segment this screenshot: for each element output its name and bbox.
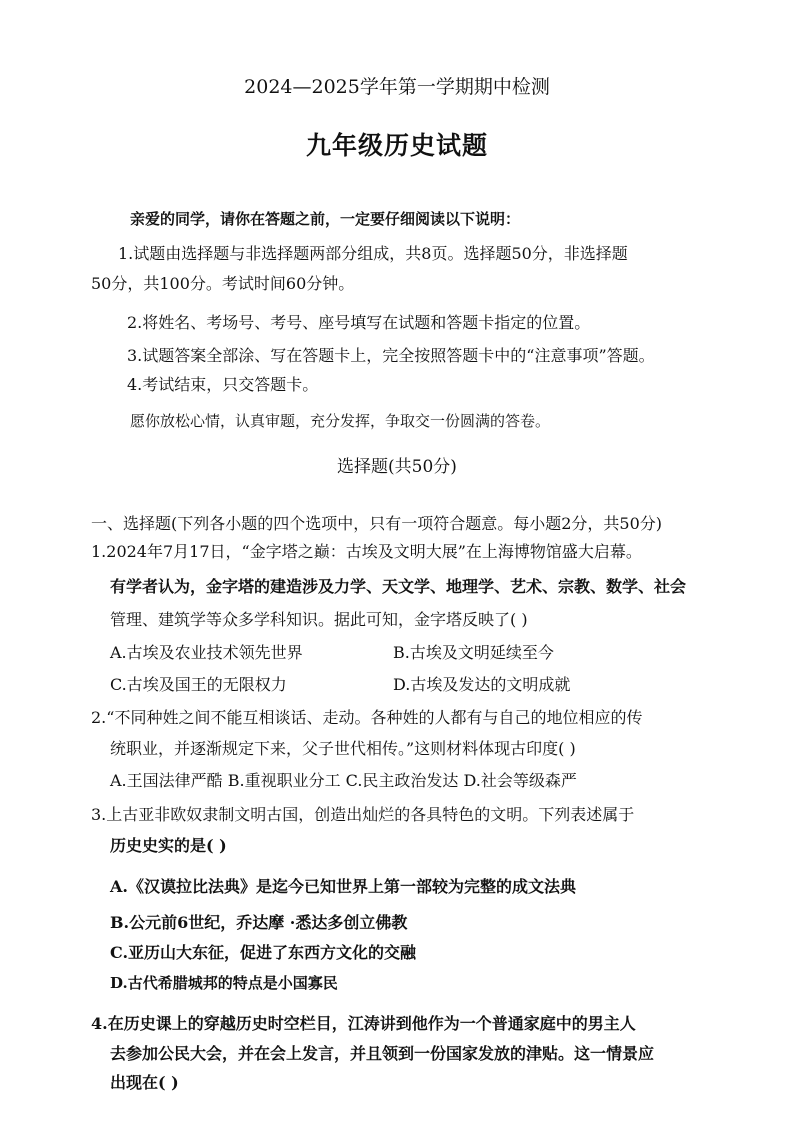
question-1-line-3: 管理、建筑学等众多学科知识。据此可知，金字塔反映了( ) — [110, 610, 528, 629]
question-4-line-2: 去参加公民大会，并在会上发言，并且领到一份国家发放的津贴。这一情景应 — [110, 1044, 655, 1063]
question-4-line-1: 4.在历史课上的穿越历史时空栏目，江涛讲到他作为一个普通家庭中的男主人 — [91, 1014, 636, 1033]
instructions-greeting: 亲爱的同学，请你在答题之前，一定要仔细阅读以下说明： — [130, 210, 521, 228]
question-4-line-3: 出现在( ) — [110, 1073, 179, 1092]
section-intro: 一、选择题(下列各小题的四个选项中，只有一项符合题意。每小题2分，共50分) — [91, 514, 663, 533]
question-3-option-c: C.亚历山大东征，促进了东西方文化的交融 — [110, 943, 417, 962]
instructions-wish: 愿你放松心情，认真审题，充分发挥，争取交一份圆满的答卷。 — [130, 412, 551, 430]
question-1-option-a: A.古埃及农业技术领先世界 — [110, 643, 303, 662]
instruction-item-1-line-1: 1.试题由选择题与非选择题两部分组成，共8页。选择题50分，非选择题 — [118, 244, 628, 263]
section-title: 选择题(共50分) — [337, 457, 457, 477]
question-3-option-d: D.古代希腊城邦的特点是小国寡民 — [110, 974, 338, 992]
question-1-line-2: 有学者认为，金字塔的建造涉及力学、天文学、地理学、艺术、宗教、数学、社会 — [110, 577, 687, 596]
instruction-item-3: 3.试题答案全部涂、写在答题卡上，完全按照答题卡中的“注意事项”答题。 — [127, 346, 655, 365]
exam-title: 2024—2025学年第一学期期中检测 — [244, 76, 550, 98]
instruction-item-2: 2.将姓名、考场号、考号、座号填写在试题和答题卡指定的位置。 — [127, 313, 591, 332]
instruction-item-4: 4.考试结束，只交答题卡。 — [127, 375, 319, 394]
question-3-line-1: 3.上古亚非欧奴隶制文明古国，创造出灿烂的各具特色的文明。下列表述属于 — [91, 805, 635, 824]
question-3-option-a: A.《汉谟拉比法典》是迄今已知世界上第一部较为完整的成文法典 — [110, 877, 576, 896]
instruction-item-1-line-2: 50分，共100分。考试时间60分钟。 — [91, 274, 355, 293]
question-3-option-b: B.公元前6世纪，乔达摩 ·悉达多创立佛教 — [110, 913, 408, 932]
question-3-line-2: 历史史实的是( ) — [110, 836, 227, 855]
question-1-line-1: 1.2024年7月17日，“金字塔之巅：古埃及文明大展”在上海博物馆盛大启幕。 — [91, 542, 642, 561]
question-2-options: A.王国法律严酷 B.重视职业分工 C.民主政治发达 D.社会等级森严 — [110, 771, 577, 790]
question-1-option-b: B.古埃及文明延续至今 — [393, 643, 554, 662]
question-1-option-c: C.古埃及国王的无限权力 — [110, 675, 287, 694]
paper-title: 九年级历史试题 — [305, 131, 488, 160]
question-1-option-d: D.古埃及发达的文明成就 — [393, 675, 571, 694]
question-2-line-2: 统职业，并逐渐规定下来，父子世代相传。”这则材料体现古印度( ) — [110, 739, 576, 758]
question-2-line-1: 2.“不同种姓之间不能互相谈话、走动。各种姓的人都有与自己的地位相应的传 — [91, 708, 643, 727]
